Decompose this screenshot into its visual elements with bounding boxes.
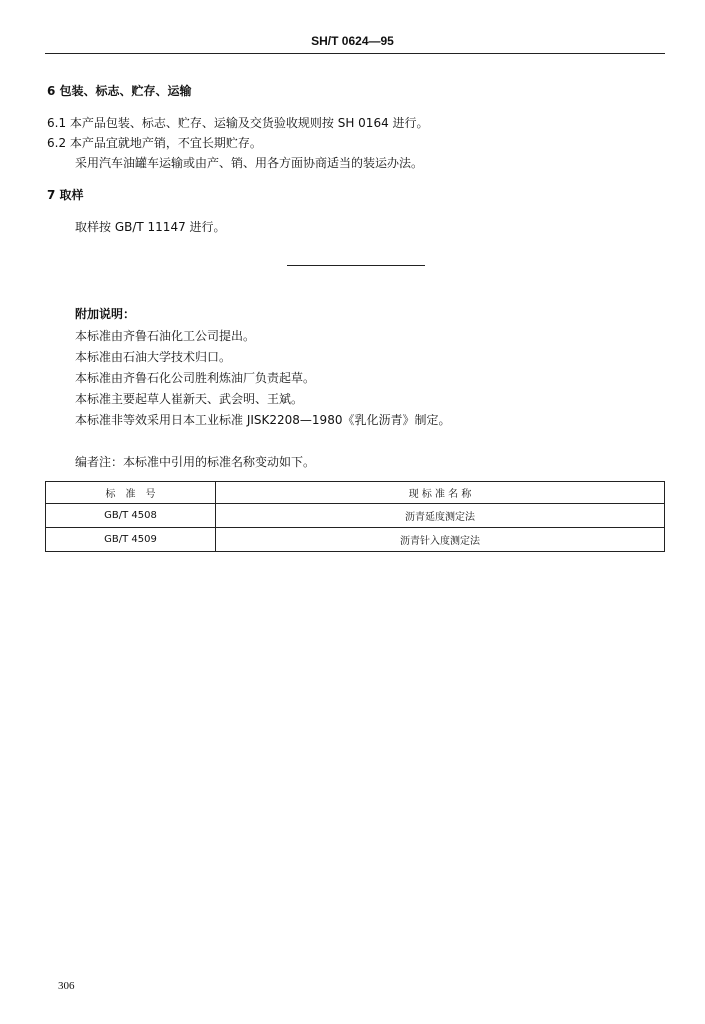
table-cell: GB/T 4508	[46, 504, 216, 528]
page-number: 306	[58, 980, 75, 992]
section-6-2: 6.2 本产品宜就地产销，不宜长期贮存。	[47, 136, 262, 150]
section-7-text: 取样按 GB/T 11147 进行。	[75, 220, 226, 234]
separator-rule	[287, 265, 425, 266]
editor-note: 编者注：本标准中引用的标准名称变动如下。	[75, 455, 316, 469]
standards-table	[45, 481, 665, 552]
header-rule	[45, 53, 665, 54]
table-cell: 沥青延度测定法	[216, 504, 665, 528]
addendum-line: 本标准由石油大学技术归口。	[75, 350, 232, 364]
column-header-current-name: 现 标 准 名 称	[216, 482, 665, 504]
table-row	[46, 528, 665, 552]
addendum-line: 本标准非等效采用日本工业标准 JISK2208—1980《乳化沥青》制定。	[75, 413, 451, 427]
addendum-line: 本标准由齐鲁石化公司胜利炼油厂负责起草。	[75, 371, 316, 385]
section-6-heading: 6 包装、标志、贮存、运输	[47, 84, 192, 98]
table-header-row	[46, 482, 665, 504]
section-6-1: 6.1 本产品包装、标志、贮存、运输及交货验收规则按 SH 0164 进行。	[47, 116, 429, 130]
section-7-heading: 7 取样	[47, 188, 84, 202]
table-row	[46, 504, 665, 528]
page-header: SH/T 0624—95	[311, 34, 394, 48]
column-header-standard-number: 标 准 号	[46, 482, 216, 504]
addendum-line: 本标准由齐鲁石油化工公司提出。	[75, 329, 256, 343]
section-6-2-cont: 采用汽车油罐车运输或由产、销、用各方面协商适当的装运办法。	[75, 156, 424, 170]
table-cell: 沥青针入度测定法	[216, 528, 665, 552]
table-cell: GB/T 4509	[46, 528, 216, 552]
addendum-heading: 附加说明：	[75, 307, 136, 321]
addendum-line: 本标准主要起草人崔新天、武会明、王斌。	[75, 392, 304, 406]
